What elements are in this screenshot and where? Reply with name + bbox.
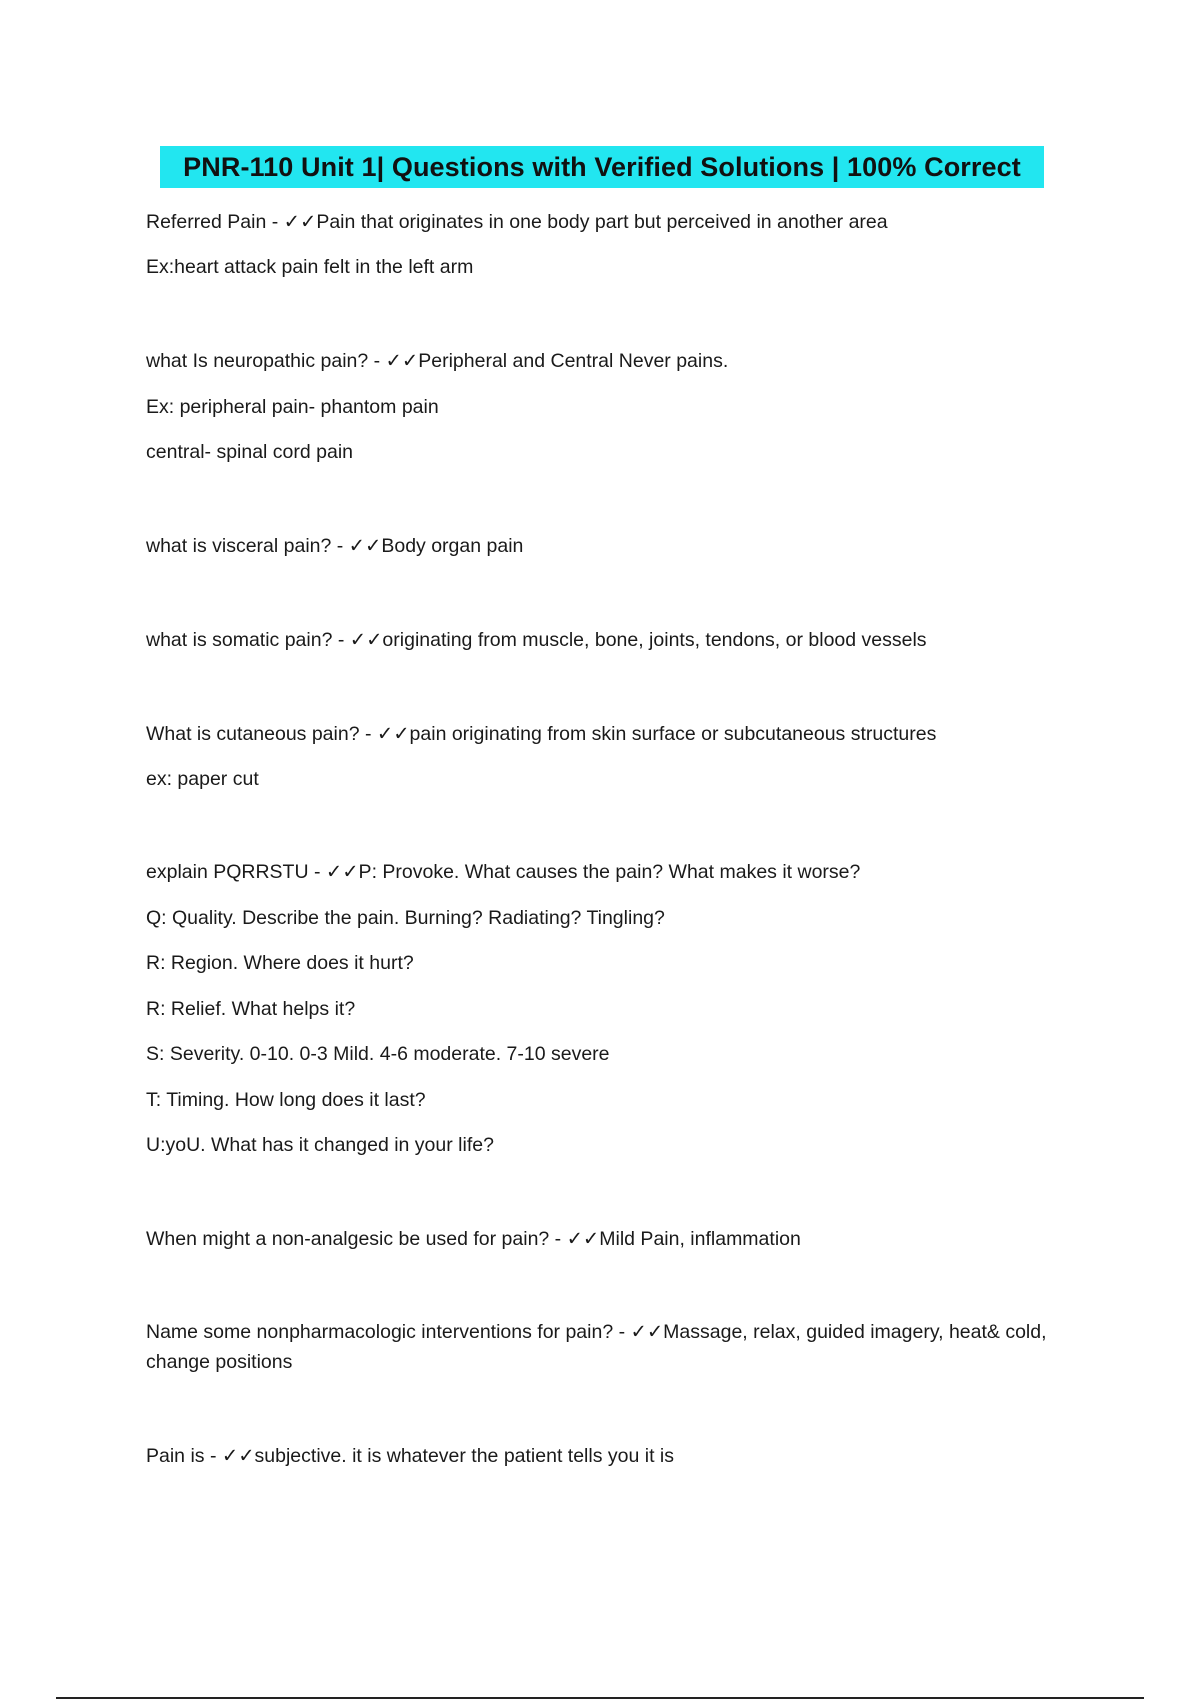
qa-line-cutaneous-example: ex: paper cut xyxy=(146,768,259,790)
qa-line-neuropathic-pain: what Is neuropathic pain? - ✓✓Peripheral and Central Never pains. xyxy=(146,350,729,372)
qa-line-somatic-pain: what is somatic pain? - ✓✓originating from muscle, bone, joints, tendons, or blood vessels xyxy=(146,629,927,651)
qa-line-pqrrstu-relief: R: Relief. What helps it? xyxy=(146,998,356,1020)
qa-line-pqrrstu-quality: Q: Quality. Describe the pain. Burning? Radiating? Tingling? xyxy=(146,907,665,929)
qa-line-neuropathic-central: central- spinal cord pain xyxy=(146,441,354,463)
document-title: PNR-110 Unit 1| Questions with Verified Solutions | 100% Correct xyxy=(183,151,1021,182)
qa-line-referred-pain: Referred Pain - ✓✓Pain that originates in one body part but perceived in another area xyxy=(146,211,888,233)
qa-line-neuropathic-example: Ex: peripheral pain- phantom pain xyxy=(146,396,439,418)
qa-line-pqrrstu-severity: S: Severity. 0-10. 0-3 Mild. 4-6 moderate. 7-10 severe xyxy=(146,1043,610,1065)
page-bottom-rule xyxy=(56,1697,1144,1699)
qa-line-cutaneous-pain: What is cutaneous pain? - ✓✓pain originating from skin surface or subcutaneous structures xyxy=(146,723,937,745)
qa-line-pqrrstu-timing: T: Timing. How long does it last? xyxy=(146,1089,426,1111)
qa-line-nonpharmacologic: Name some nonpharmacologic interventions for pain? - ✓✓Massage, relax, guided imagery, heat& cold, change positions xyxy=(146,1321,1047,1373)
qa-line-referred-example: Ex:heart attack pain felt in the left arm xyxy=(146,256,474,278)
qa-line-pqrrstu-region: R: Region. Where does it hurt? xyxy=(146,952,414,974)
qa-line-pqrrstu-you: U:yoU. What has it changed in your life? xyxy=(146,1134,494,1156)
qa-line-pqrrstu: explain PQRRSTU - ✓✓P: Provoke. What causes the pain? What makes it worse? xyxy=(146,861,861,883)
qa-line-pain-is: Pain is - ✓✓subjective. it is whatever the patient tells you it is xyxy=(146,1445,674,1467)
qa-line-visceral-pain: what is visceral pain? - ✓✓Body organ pain xyxy=(146,535,524,557)
qa-line-non-analgesic: When might a non-analgesic be used for pain? - ✓✓Mild Pain, inflammation xyxy=(146,1228,801,1250)
title-highlight xyxy=(160,146,1044,188)
